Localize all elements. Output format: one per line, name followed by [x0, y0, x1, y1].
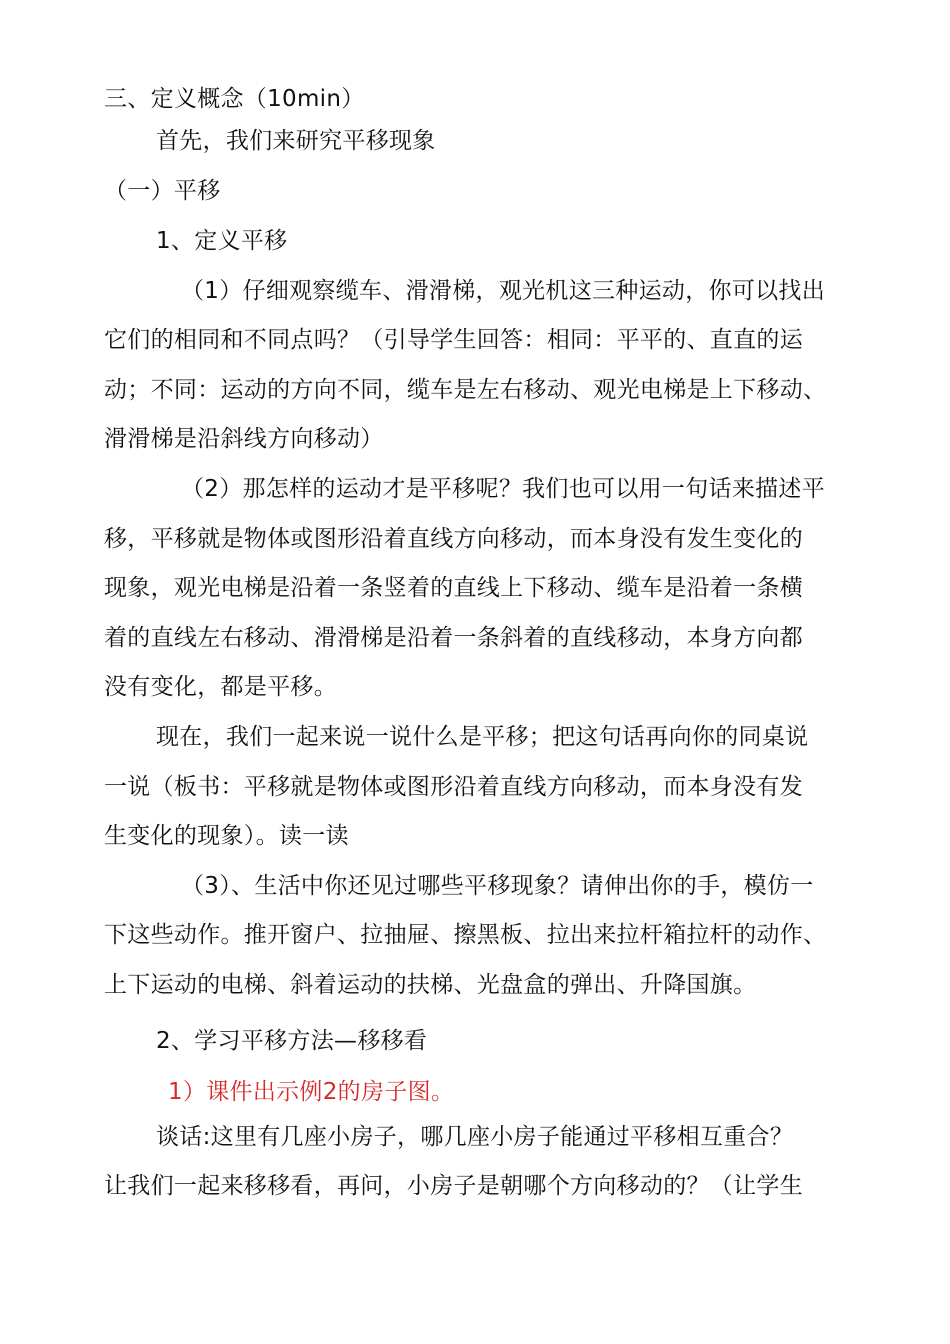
- paragraph-line: 移，平移就是物体或图形沿着直线方向移动，而本身没有发生变化的: [104, 526, 803, 552]
- paragraph-line: 让我们一起来移移看，再问，小房子是朝哪个方向移动的？（让学生: [104, 1173, 803, 1199]
- paragraph-line: 没有变化，都是平移。: [104, 674, 337, 700]
- paragraph-line: 现象，观光电梯是沿着一条竖着的直线上下移动、缆车是沿着一条横: [104, 575, 803, 601]
- paragraph-line: 它们的相同和不同点吗？（引导学生回答：相同：平平的、直直的运: [104, 327, 803, 353]
- subsection-heading: 1、定义平移: [156, 228, 288, 254]
- paragraph-line: 滑滑梯是沿斜线方向移动）: [104, 426, 384, 452]
- highlighted-line: 1）课件出示例2的房子图。: [168, 1079, 455, 1105]
- paragraph-line: 现在，我们一起来说一说什么是平移；把这句话再向你的同桌说: [156, 724, 809, 750]
- paragraph-line: （2）那怎样的运动才是平移呢？我们也可以用一句话来描述平: [181, 476, 826, 502]
- paragraph-line: 生变化的现象）。读一读: [104, 823, 349, 849]
- paragraph-line: （1）仔细观察缆车、滑滑梯，观光机这三种运动，你可以找出: [181, 278, 826, 304]
- paragraph-line: （3）、生活中你还见过哪些平移现象？请伸出你的手，模仿一: [181, 873, 814, 899]
- paragraph-line: 首先，我们来研究平移现象: [156, 128, 436, 154]
- paragraph-line: 着的直线左右移动、滑滑梯是沿着一条斜着的直线移动，本身方向都: [104, 625, 803, 651]
- section-heading: 三、定义概念（10min）: [104, 86, 365, 112]
- paragraph-line: 谈话:这里有几座小房子，哪几座小房子能通过平移相互重合？: [156, 1124, 794, 1150]
- paragraph-line: 上下运动的电梯、斜着运动的扶梯、光盘盒的弹出、升降国旗。: [104, 972, 757, 998]
- subsection-heading: 2、学习平移方法—移移看: [156, 1028, 428, 1054]
- subsection-heading: （一）平移: [104, 178, 221, 204]
- paragraph-line: 动；不同：运动的方向不同，缆车是左右移动、观光电梯是上下移动、: [104, 377, 827, 403]
- paragraph-line: 一说（板书：平移就是物体或图形沿着直线方向移动，而本身没有发: [104, 774, 803, 800]
- paragraph-line: 下这些动作。推开窗户、拉抽屉、擦黑板、拉出来拉杆箱拉杆的动作、: [104, 922, 827, 948]
